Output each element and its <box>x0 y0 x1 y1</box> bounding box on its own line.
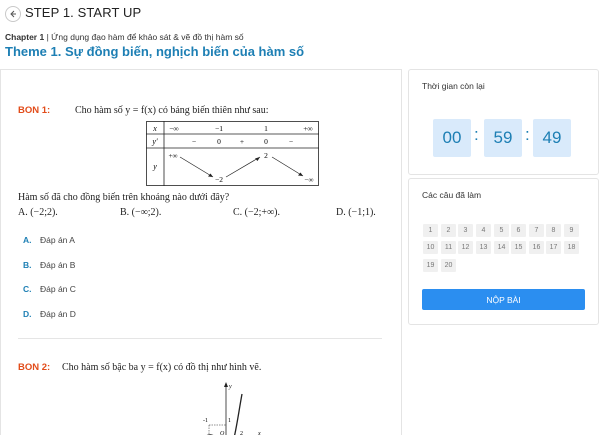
answer-letter: B. <box>23 260 32 270</box>
question-number-button[interactable]: 14 <box>494 241 509 254</box>
table-yp-sign-3: + <box>239 137 245 146</box>
arrow-left-icon <box>9 10 17 18</box>
question-number-button[interactable]: 7 <box>529 224 544 237</box>
question-number-button[interactable]: 20 <box>441 259 456 272</box>
timer-hours: 00 <box>433 119 471 157</box>
question-divider <box>18 338 382 339</box>
question-1-prompt: Hàm số đã cho đồng biến trên khoảng nào dưới đây? <box>18 192 230 203</box>
table-x-val-2: −1 <box>215 124 223 133</box>
question-number-button[interactable]: 10 <box>423 241 438 254</box>
chapter-prefix: Chapter 1 <box>5 32 45 42</box>
question-2-text: Cho hàm số bậc ba y = f(x) có đồ thị như hình vẽ. <box>62 362 262 373</box>
choice-c: C. (−2;+∞). <box>233 207 281 218</box>
question-number-button[interactable]: 13 <box>476 241 491 254</box>
graph-label-two: 2 <box>240 431 243 435</box>
graph-label-one: 1 <box>228 418 231 424</box>
choice-b: B. (−∞;2). <box>120 207 162 218</box>
question-number-button[interactable]: 8 <box>546 224 561 237</box>
table-y-bottom-right: −∞ <box>304 176 314 184</box>
question-1-text: Cho hàm số y = f(x) có bảng biến thiên như sau: <box>75 105 269 116</box>
chapter-separator: | <box>44 32 52 42</box>
answered-questions-panel <box>408 178 599 325</box>
answer-text: Đáp án C <box>40 284 76 294</box>
table-y-top-mid: 2 <box>264 151 268 160</box>
variation-table <box>146 121 319 186</box>
choice-d: D. (−1;1). <box>336 207 376 218</box>
question-number-button[interactable]: 18 <box>564 241 579 254</box>
question-number-button[interactable]: 16 <box>529 241 544 254</box>
question-number-button[interactable]: 3 <box>458 224 473 237</box>
submit-button[interactable]: NỘP BÀI <box>422 289 585 310</box>
table-x-label: x <box>153 124 157 133</box>
answer-letter: D. <box>23 309 32 319</box>
table-y-top-left: +∞ <box>168 152 178 160</box>
question-number-button[interactable]: 2 <box>441 224 456 237</box>
table-y-bottom-mid: −2 <box>215 175 223 184</box>
table-yp-sign-5: − <box>288 137 294 146</box>
question-number-button[interactable]: 5 <box>494 224 509 237</box>
chapter-breadcrumb <box>5 32 244 42</box>
answer-text: Đáp án D <box>40 309 76 319</box>
answer-option-c[interactable] <box>23 284 76 294</box>
table-yp-sign-2: 0 <box>217 137 221 146</box>
answered-title: Các câu đã làm <box>422 190 482 200</box>
answer-option-a[interactable] <box>23 235 75 245</box>
cubic-graph <box>181 380 271 435</box>
top-bar <box>0 0 600 26</box>
page-title: STEP 1. START UP <box>25 5 142 20</box>
table-x-val-1: −∞ <box>169 124 179 133</box>
question-2-label: BON 2: <box>18 362 51 373</box>
answer-text: Đáp án B <box>40 260 76 270</box>
graph-y-label: y <box>229 384 232 390</box>
answer-option-d[interactable] <box>23 309 76 319</box>
answer-text: Đáp án A <box>40 235 75 245</box>
question-number-button[interactable]: 17 <box>546 241 561 254</box>
timer-separator: : <box>474 125 479 144</box>
question-number-button[interactable]: 9 <box>564 224 579 237</box>
question-number-button[interactable]: 15 <box>511 241 526 254</box>
question-number-button[interactable]: 12 <box>458 241 473 254</box>
timer-title: Thời gian còn lại <box>422 81 485 91</box>
table-x-val-4: +∞ <box>303 124 313 133</box>
timer-panel <box>408 69 599 175</box>
theme-title: Theme 1. Sự đồng biến, nghịch biến của hàm số <box>5 44 305 59</box>
graph-x-label: x <box>258 431 261 435</box>
question-number-button[interactable]: 11 <box>441 241 456 254</box>
timer-minutes: 59 <box>484 119 522 157</box>
chapter-name: Ứng dụng đạo hàm để khảo sát & vẽ đồ thị hàm số <box>51 32 244 42</box>
table-y-label: y <box>153 162 157 171</box>
graph-origin-label: O <box>220 431 225 435</box>
choice-a: A. (−2;2). <box>18 207 58 218</box>
question-number-button[interactable]: 4 <box>476 224 491 237</box>
question-number-button[interactable]: 1 <box>423 224 438 237</box>
answer-letter: A. <box>23 235 32 245</box>
timer-seconds: 49 <box>533 119 571 157</box>
answer-letter: C. <box>23 284 32 294</box>
question-number-button[interactable]: 6 <box>511 224 526 237</box>
question-panel <box>0 69 402 435</box>
table-x-val-3: 1 <box>264 124 268 133</box>
question-1-label: BON 1: <box>18 105 51 116</box>
back-button[interactable] <box>5 6 21 22</box>
table-yp-sign-4: 0 <box>264 137 268 146</box>
answer-option-b[interactable] <box>23 260 75 270</box>
table-yp-label: y′ <box>152 137 158 146</box>
timer-separator: : <box>525 125 530 144</box>
question-number-button[interactable]: 19 <box>423 259 438 272</box>
table-yp-sign-1: − <box>191 137 197 146</box>
graph-label-neg1: -1 <box>203 418 208 424</box>
